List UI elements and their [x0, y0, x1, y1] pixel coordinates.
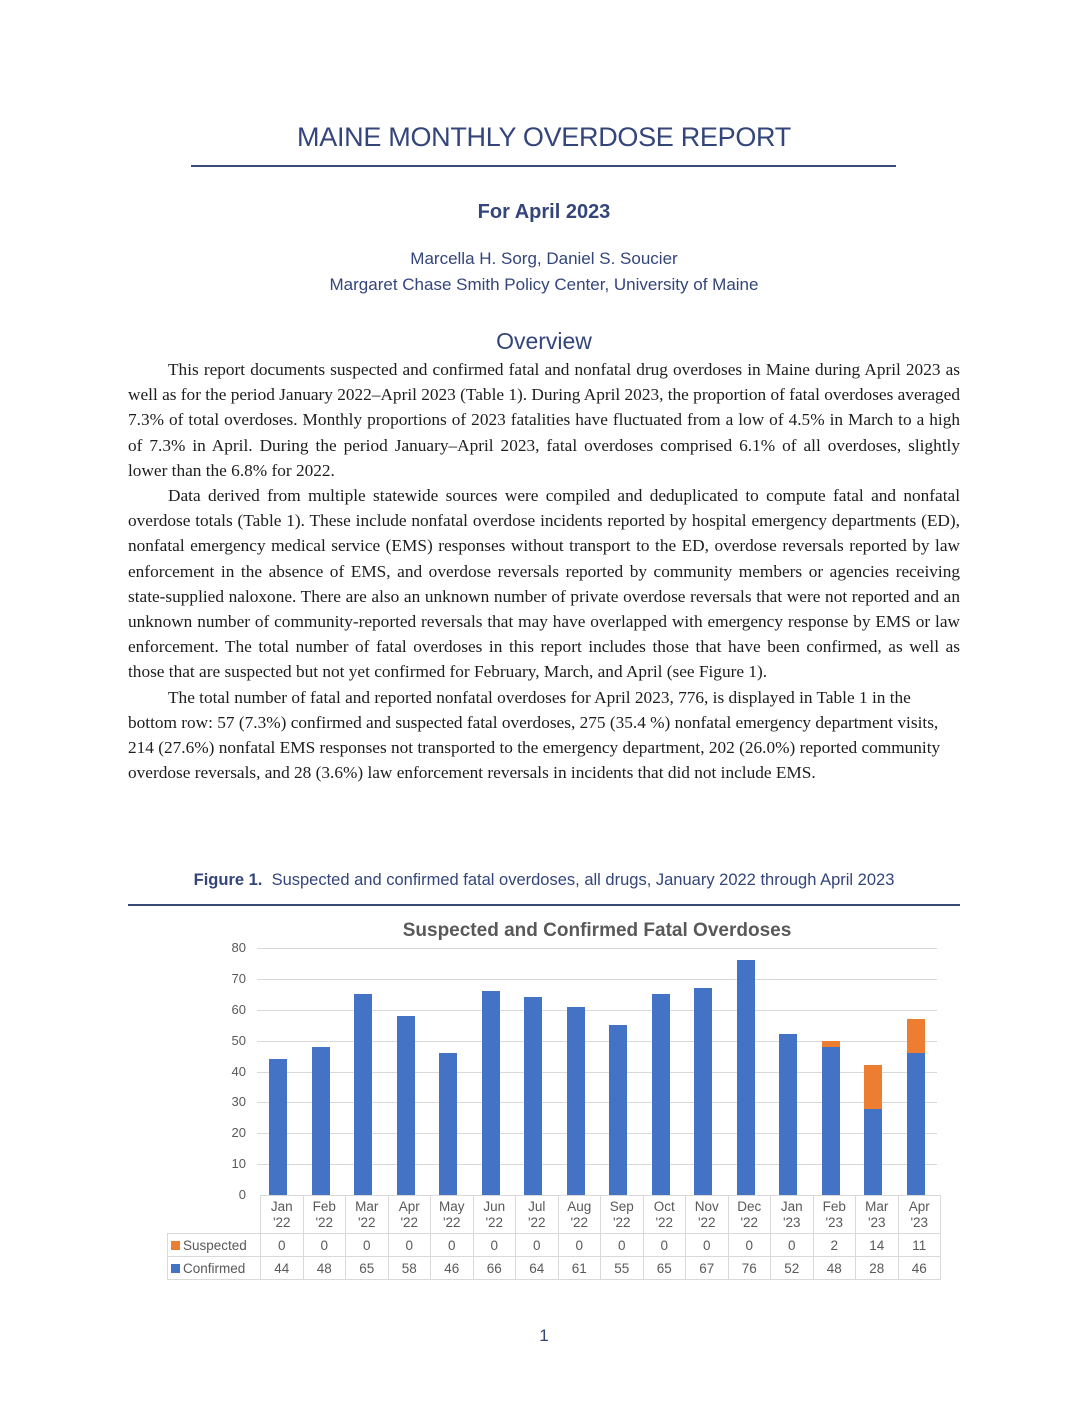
table-cell: 61 [558, 1257, 601, 1280]
y-tick-label: 40 [231, 1063, 246, 1079]
y-tick-label: 60 [231, 1001, 246, 1017]
table-cell: 0 [771, 1234, 814, 1257]
legend-swatch-icon [171, 1241, 180, 1250]
table-cell: 48 [813, 1257, 856, 1280]
category-label: Nov '22 [686, 1196, 729, 1234]
table-cell: 0 [388, 1234, 431, 1257]
report-period: For April 2023 [477, 201, 611, 223]
table-row [168, 1234, 941, 1257]
report-title: MAINE MONTHLY OVERDOSE REPORT [297, 122, 791, 152]
category-label: Jul '22 [516, 1196, 559, 1234]
table-cell: 0 [516, 1234, 559, 1257]
table-cell: 0 [601, 1234, 644, 1257]
category-label: Sep '22 [601, 1196, 644, 1234]
figure-divider [128, 904, 960, 906]
bar-confirmed [567, 1007, 585, 1195]
paragraph: The total number of fatal and reported nonfatal overdoses for April 2023, 776, is displayed in Table 1 in the bottom row: 57 (7.3%) confirmed and suspected fatal overdoses, 275 (35.4 %) nonfatal emergency department visits, 214 (27.6%) nonfatal EMS responses not transported to the emergency department, 202 (26.0%) reported community overdose reversals, and 28 (3.6%) law enforcement reversals in incidents that did not include EMS. [128, 687, 941, 783]
bar-confirmed [439, 1053, 457, 1195]
category-label: Aug '22 [558, 1196, 601, 1234]
bar-confirmed [907, 1053, 925, 1195]
category-label: May '22 [431, 1196, 474, 1234]
category-label: Feb '22 [303, 1196, 346, 1234]
y-tick-label: 30 [231, 1094, 246, 1110]
table-cell: 44 [261, 1257, 304, 1280]
table-cell: 46 [898, 1257, 941, 1280]
bar-confirmed [524, 997, 542, 1195]
table-cell: 0 [728, 1234, 771, 1257]
category-label: Apr '23 [898, 1196, 941, 1234]
table-cell: 0 [686, 1234, 729, 1257]
table-cell: 52 [771, 1257, 814, 1280]
bar-suspected [822, 1041, 840, 1047]
table-row [168, 1257, 941, 1280]
category-label: Oct '22 [643, 1196, 686, 1234]
gridline [257, 979, 937, 980]
table-cell: 0 [346, 1234, 389, 1257]
table-cell: 0 [261, 1234, 304, 1257]
authors: Marcella H. Sorg, Daniel S. Soucier [410, 249, 678, 268]
y-tick-label: 80 [231, 940, 246, 955]
bar-confirmed [864, 1109, 882, 1195]
table-cell: 0 [431, 1234, 474, 1257]
gridline [257, 948, 937, 949]
table-cell: 76 [728, 1257, 771, 1280]
table-cell: 0 [558, 1234, 601, 1257]
chart-plot-area [257, 948, 937, 1195]
category-label: Apr '22 [388, 1196, 431, 1234]
table-cell: 0 [473, 1234, 516, 1257]
table-cell: 0 [303, 1234, 346, 1257]
chart-title: Suspected and Confirmed Fatal Overdoses [402, 920, 792, 941]
bar-confirmed [822, 1047, 840, 1195]
table-cell: 28 [856, 1257, 899, 1280]
table-corner [168, 1196, 261, 1234]
table-cell: 0 [643, 1234, 686, 1257]
y-tick-label: 10 [231, 1156, 246, 1172]
category-label: Mar '23 [856, 1196, 899, 1234]
bar-confirmed [269, 1059, 287, 1195]
bar-confirmed [694, 988, 712, 1195]
bar-confirmed [779, 1034, 797, 1195]
bar-confirmed [609, 1025, 627, 1195]
category-label: Dec '22 [728, 1196, 771, 1234]
bar-confirmed [354, 994, 372, 1195]
page-number: 1 [539, 1326, 549, 1345]
table-cell: 46 [431, 1257, 474, 1280]
bar-suspected [907, 1019, 925, 1053]
figure-caption [0, 871, 1088, 890]
y-tick-label: 20 [231, 1125, 246, 1141]
table-cell: 65 [643, 1257, 686, 1280]
paragraph: Data derived from multiple statewide sources were compiled and deduplicated to compute fatal and nonfatal overdose totals (Table 1). These include nonfatal overdose incidents reported by hospital emergency departments (ED), nonfatal emergency medical service (EMS) responses without transport to the ED, overdose reversals reported by law enforcement in the absence of EMS, and overdose reversals reported by community members or agencies receiving state-supplied naloxone. There are also an unknown number of private overdose reversals that were not reported and an unknown number of community-reported reversals that may have overlapped with emergency response by EMS or law enforcement. The total number of fatal overdoses in this report includes those that have been confirmed, as well as those that are suspected but not yet confirmed for February, March, and April (see Figure 1). [128, 486, 960, 682]
bar-confirmed [652, 994, 670, 1195]
category-label: Mar '22 [346, 1196, 389, 1234]
legend-suspected: Suspected [168, 1234, 261, 1257]
category-label: Feb '23 [813, 1196, 856, 1234]
category-label: Jan '23 [771, 1196, 814, 1234]
category-label: Jun '22 [473, 1196, 516, 1234]
category-label: Jan '22 [261, 1196, 304, 1234]
table-cell: 2 [813, 1234, 856, 1257]
table-cell: 14 [856, 1234, 899, 1257]
bar-confirmed [482, 991, 500, 1195]
figure-caption-text: Suspected and confirmed fatal overdoses, all drugs, January 2022 through April 2023 [271, 871, 895, 889]
bar-confirmed [397, 1016, 415, 1195]
affiliation: Margaret Chase Smith Policy Center, University of Maine [329, 275, 759, 294]
title-divider [191, 165, 896, 167]
y-tick-label: 0 [238, 1187, 246, 1202]
table-cell: 65 [346, 1257, 389, 1280]
bar-suspected [864, 1065, 882, 1108]
table-cell: 67 [686, 1257, 729, 1280]
table-cell: 58 [388, 1257, 431, 1280]
overview-body [128, 357, 960, 785]
legend-swatch-icon [171, 1264, 180, 1273]
bar-confirmed [312, 1047, 330, 1195]
table-cell: 64 [516, 1257, 559, 1280]
table-cell: 11 [898, 1234, 941, 1257]
legend-confirmed: Confirmed [168, 1257, 261, 1280]
section-heading-overview: Overview [496, 328, 592, 354]
bar-confirmed [737, 960, 755, 1195]
chart-data-table [167, 1195, 941, 1280]
paragraph: This report documents suspected and confirmed fatal and nonfatal drug overdoses in Maine during April 2023 as well as for the period January 2022–April 2023 (Table 1). During April 2023, the proportion of fatal overdoses averaged 7.3% of total overdoses. Monthly proportions of 2023 fatalities have fluctuated from a low of 4.5% in March to a high of 7.3% in April. During the period January–April 2023, fatal overdoses comprised 6.1% of all overdoses, slightly lower than the 6.8% for 2022. [128, 360, 960, 480]
figure-label: Figure 1. [193, 871, 263, 889]
y-tick-label: 50 [231, 1032, 246, 1048]
y-tick-label: 70 [231, 970, 246, 986]
table-cell: 48 [303, 1257, 346, 1280]
table-cell: 66 [473, 1257, 516, 1280]
table-cell: 55 [601, 1257, 644, 1280]
